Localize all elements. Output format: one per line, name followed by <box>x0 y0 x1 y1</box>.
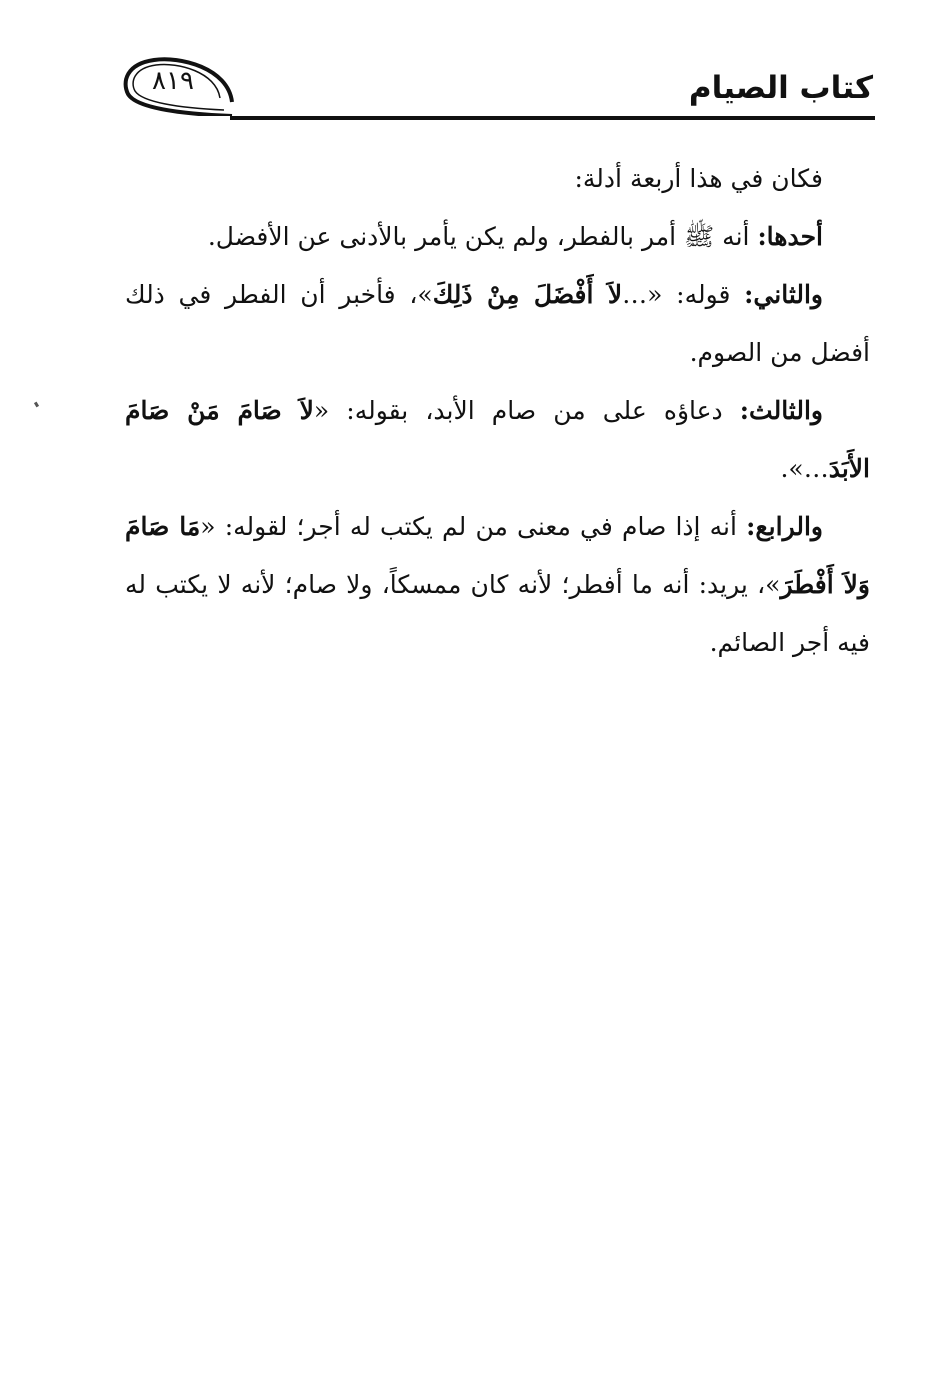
page-number-oval <box>120 54 234 112</box>
proof-two-text-end: »، فأخبر أن الفطر في ذلك أفضل من الصوم. <box>125 280 870 367</box>
proof-two-hadith-quote: لاَ أَفْضَلَ مِنْ ذَلِكَ <box>432 280 623 309</box>
proof-two-text-start: قوله: «… <box>622 280 745 309</box>
proof-two-paragraph <box>125 266 870 382</box>
header-rule <box>230 116 875 120</box>
page-header <box>120 50 875 130</box>
proof-three-text-start: دعاؤه على من صام الأبد، بقوله: « <box>313 396 740 425</box>
proof-one-paragraph <box>125 208 870 266</box>
proof-three-hadith-quote: لاَ صَامَ مَنْ صَامَ الأَبَدَ <box>125 396 870 483</box>
scan-speck <box>34 402 39 408</box>
proof-one-label: أحدها: <box>757 222 823 251</box>
proof-three-label: والثالث: <box>739 396 823 425</box>
running-title: كتاب الصيام <box>688 70 873 106</box>
proof-one-text: أنه ﷺ أمر بالفطر، ولم يكن يأمر بالأدنى عن الأفضل. <box>207 222 758 251</box>
proof-four-hadith-quote: مَا صَامَ وَلاَ أَفْطَرَ <box>125 512 870 599</box>
page-number: ٨١٩ <box>152 66 194 96</box>
proof-four-text-start: أنه إذا صام في معنى من لم يكتب له أجر؛ لقوله: « <box>200 512 747 541</box>
proof-three-paragraph <box>125 382 870 498</box>
proof-two-label: والثاني: <box>744 280 823 309</box>
intro-paragraph: فكان في هذا أربعة أدلة: <box>574 164 823 193</box>
proof-four-text-end: »، يريد: أنه ما أفطر؛ لأنه كان ممسكاً، ولا صام؛ لأنه لا يكتب له فيه أجر الصائم. <box>125 570 870 657</box>
proof-four-label: والرابع: <box>746 512 824 541</box>
proof-four-paragraph <box>125 498 870 672</box>
proof-three-text-end: …». <box>780 454 829 483</box>
main-text <box>125 150 870 672</box>
